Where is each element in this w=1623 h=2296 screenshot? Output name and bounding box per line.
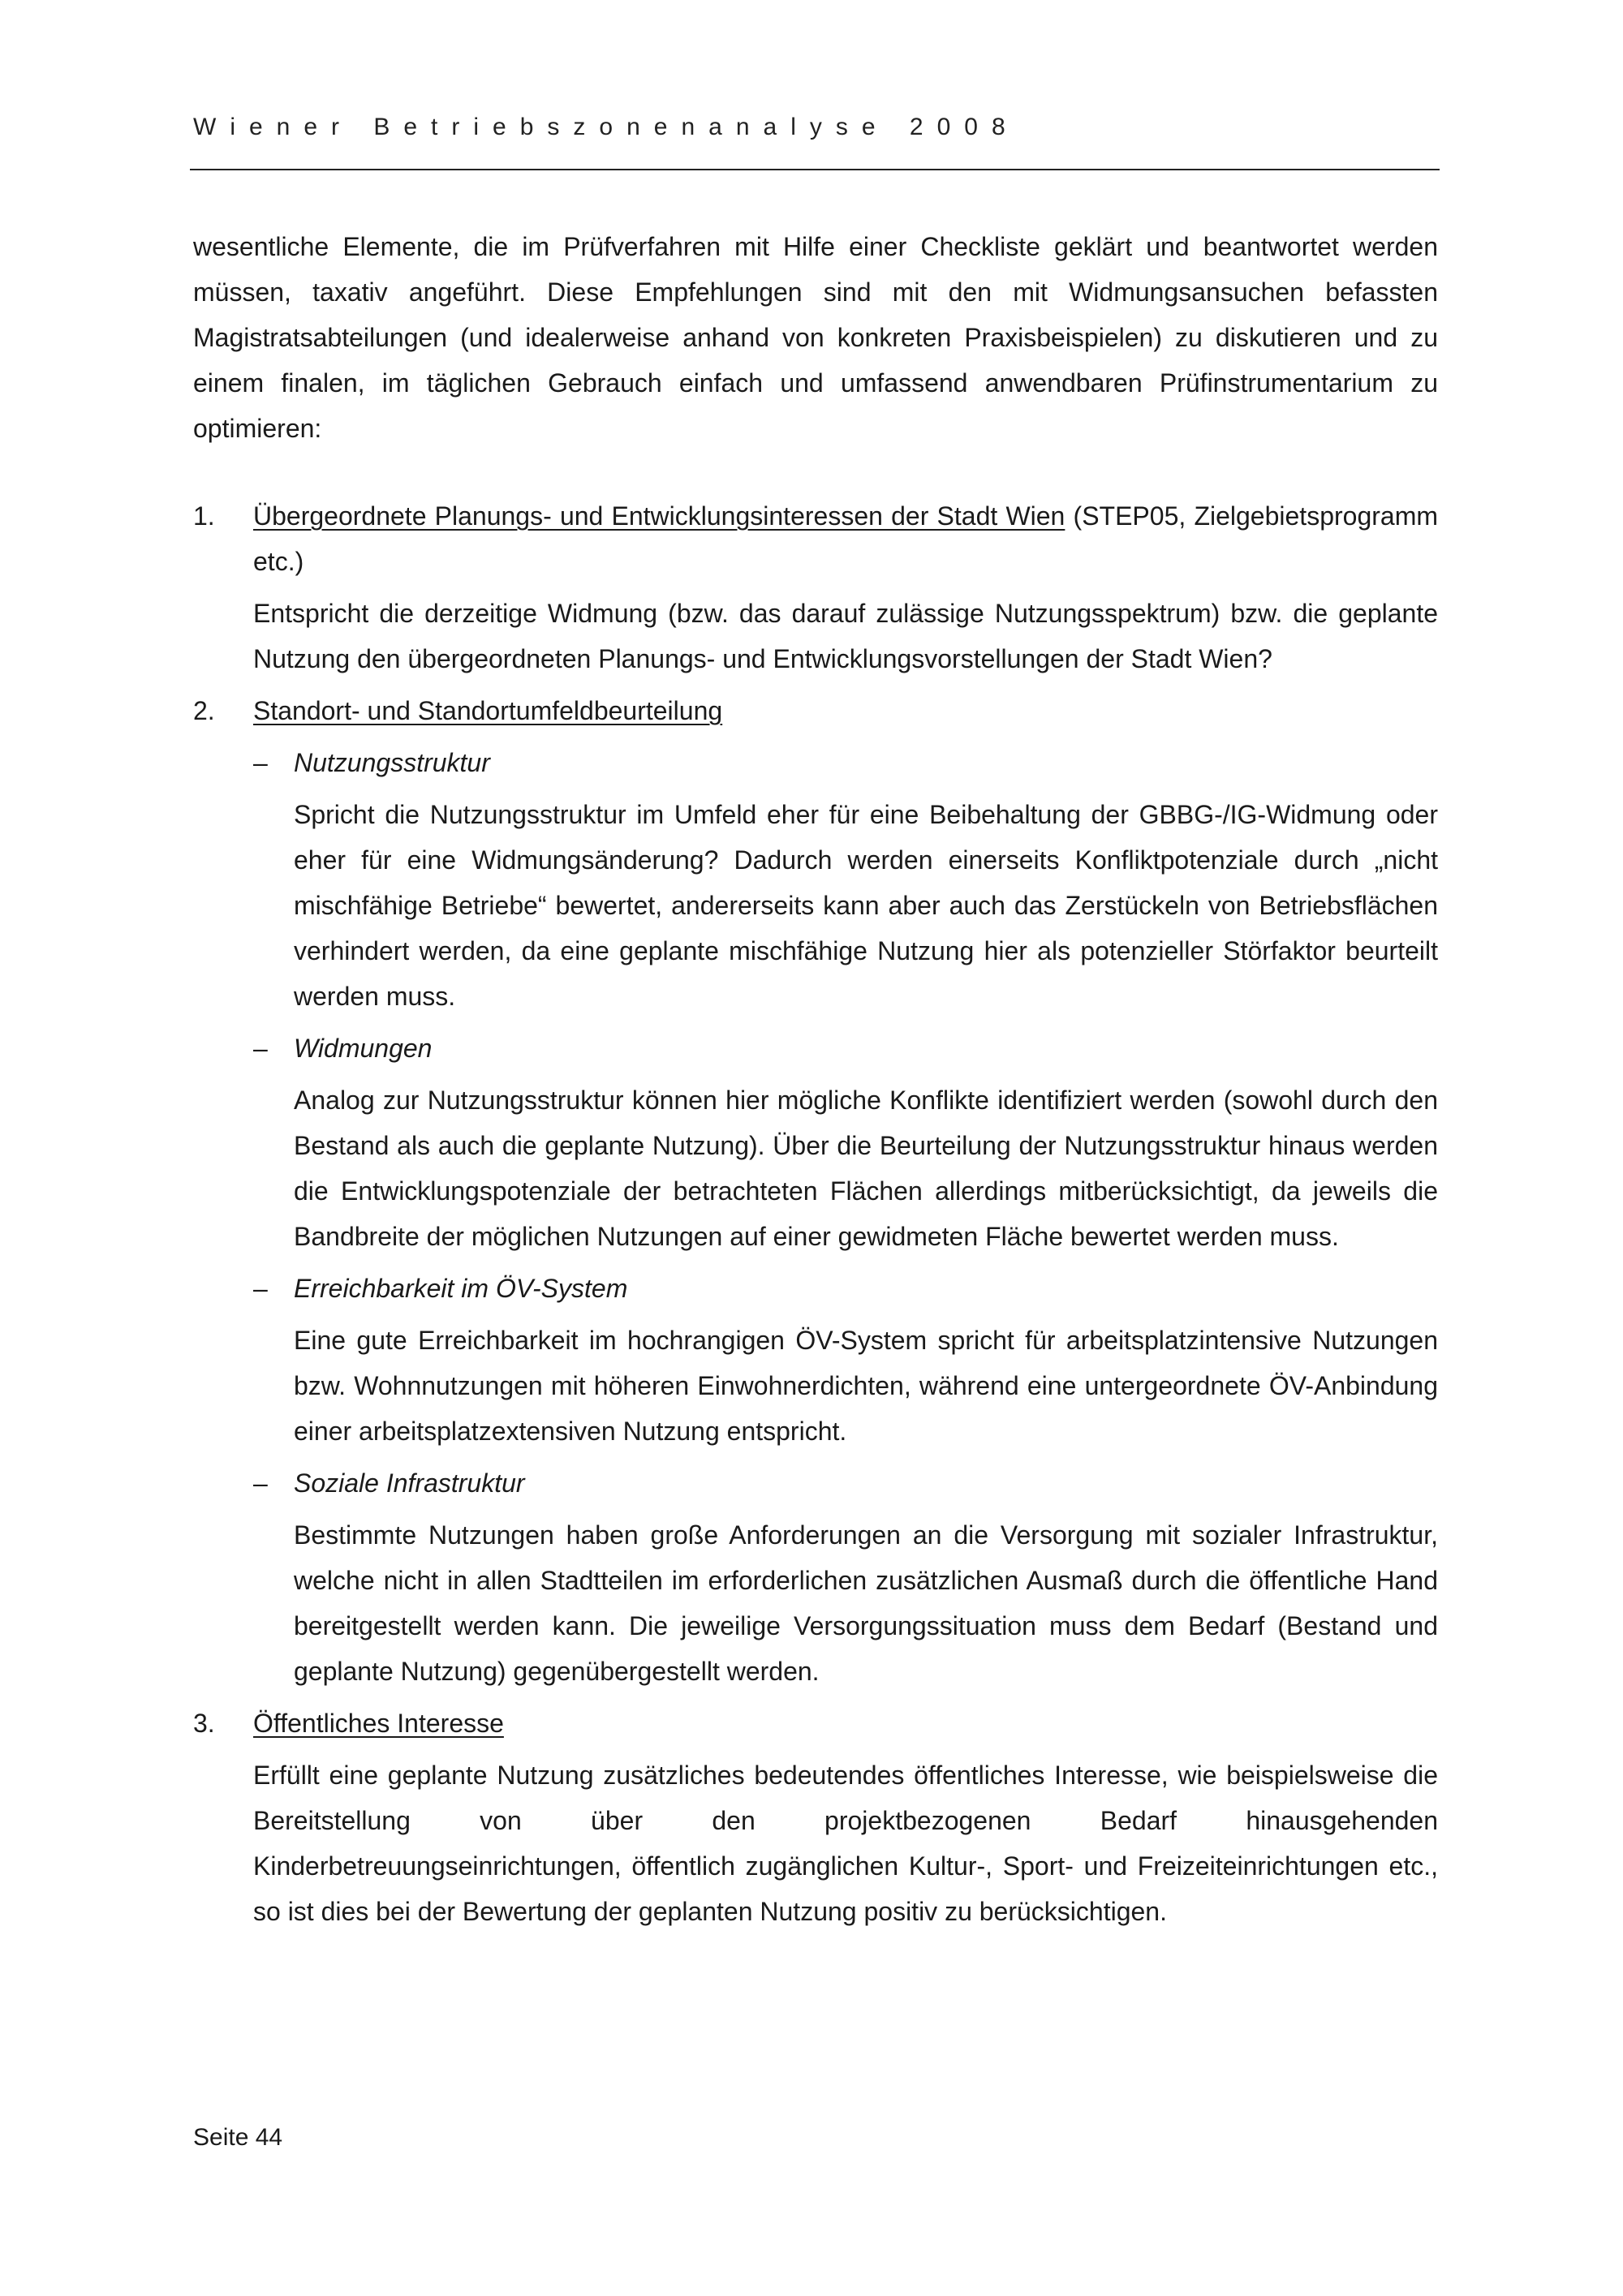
sub-item-title: Nutzungsstruktur bbox=[294, 748, 490, 777]
list-item-heading bbox=[253, 493, 1438, 584]
list-item-heading bbox=[253, 1701, 1438, 1746]
list-item-heading bbox=[253, 688, 1438, 733]
sub-item-nutzungsstruktur bbox=[253, 740, 1438, 1019]
header-divider bbox=[190, 169, 1440, 170]
sub-item-body: Eine gute Erreichbarkeit im hochrangigen ÖV-System spricht für arbeitsplatzintensive Nutzungen bzw. Wohnnutzungen mit höheren Einwohnerdichten, während eine untergeordnete ÖV-Anbindung einer arbeitsplatzextensiven Nutzung entspricht. bbox=[294, 1326, 1438, 1446]
list-item-1 bbox=[193, 493, 1438, 681]
dash-bullet: – bbox=[253, 1468, 268, 1498]
dash-bullet: – bbox=[253, 1274, 268, 1303]
list-number: 2. bbox=[193, 696, 215, 725]
running-header-title: Wiener Betriebszonenanalyse 2008 bbox=[193, 114, 1019, 140]
sub-item-title: Widmungen bbox=[294, 1034, 433, 1063]
intro-paragraph: wesentliche Elemente, die im Prüfverfahren mit Hilfe einer Checkliste geklärt und beantwortet werden müssen, taxativ angeführt. Diese Empfehlungen sind mit den mit Widmungsansuchen befassten Magistratsabteilungen (und idealerweise anhand von konkreten Praxisbeispielen) zu diskutieren und zu einem finalen, im täglichen Gebrauch einfach und umfassend anwendbaren Prüfinstrumentarium zu optimieren: bbox=[193, 232, 1438, 443]
sub-item-soziale-infrastruktur bbox=[253, 1460, 1438, 1694]
dash-bullet: – bbox=[253, 748, 268, 777]
sub-item-widmungen bbox=[253, 1025, 1438, 1259]
list-item-title: Öffentliches Interesse bbox=[253, 1709, 504, 1738]
dash-bullet: – bbox=[253, 1034, 268, 1063]
list-item-title: Standort- und Standortumfeldbeurteilung bbox=[253, 696, 723, 725]
list-number: 3. bbox=[193, 1709, 215, 1738]
page-body bbox=[193, 224, 1438, 1934]
page-number: Seite 44 bbox=[193, 2124, 283, 2151]
list-item-body: Erfüllt eine geplante Nutzung zusätzliches bedeutendes öffentliches Interesse, wie beispielsweise die Bereitstellung von über den projektbezogenen Bedarf hinausgehenden Kinderbetreuungseinrichtungen, öffentlich zugänglichen Kultur-, Sport- und Freizeiteinrichtungen etc., so ist dies bei der Bewertung der geplanten Nutzung positiv zu berücksichtigen. bbox=[253, 1761, 1438, 1926]
list-number: 1. bbox=[193, 501, 215, 531]
sub-item-body: Analog zur Nutzungsstruktur können hier mögliche Konflikte identifiziert werden (sowohl durch den Bestand als auch die geplante Nutzung). Über die Beurteilung der Nutzungsstruktur hinaus werden die Entwicklungspotenziale der betrachteten Flächen allerdings mitberücksichtigt, da jeweils die Bandbreite der möglichen Nutzungen auf einer gewidmeten Fläche bewertet werden muss. bbox=[294, 1086, 1438, 1251]
list-item-3 bbox=[193, 1701, 1438, 1934]
list-item-body: Entspricht die derzeitige Widmung (bzw. das darauf zulässige Nutzungsspektrum) bzw. die geplante Nutzung den übergeordneten Planungs- und Entwicklungsvorstellungen der Stadt Wien? bbox=[253, 599, 1438, 673]
sub-item-title: Erreichbarkeit im ÖV-System bbox=[294, 1274, 628, 1303]
list-item-title: Übergeordnete Planungs- und Entwicklungsinteressen der Stadt Wien bbox=[253, 501, 1065, 531]
sub-item-erreichbarkeit bbox=[253, 1266, 1438, 1454]
sub-item-body: Spricht die Nutzungsstruktur im Umfeld eher für eine Beibehaltung der GBBG-/IG-Widmung oder eher für eine Widmungsänderung? Dadurch werden einerseits Konfliktpotenziale durch „nicht mischfähige Betriebe“ bewertet, andererseits kann aber auch das Zerstückeln von Betriebsflächen verhindert werden, da eine geplante mischfähige Nutzung hier als potenzieller Störfaktor beurteilt werden muss. bbox=[294, 800, 1438, 1011]
sub-item-title: Soziale Infrastruktur bbox=[294, 1468, 525, 1498]
list-item-title-suffix: (STEP05, Zielgebietsprogramm etc.) bbox=[253, 501, 1439, 576]
sub-item-body: Bestimmte Nutzungen haben große Anforderungen an die Versorgung mit sozialer Infrastruktur, welche nicht in allen Stadtteilen im erforderlichen zusätzlichen Ausmaß durch die öffentliche Hand bereitgestellt werden kann. Die jeweilige Versorgungssituation muss dem Bedarf (Bestand und geplante Nutzung) gegenübergestellt werden. bbox=[294, 1520, 1438, 1686]
list-item-2 bbox=[193, 688, 1438, 1694]
